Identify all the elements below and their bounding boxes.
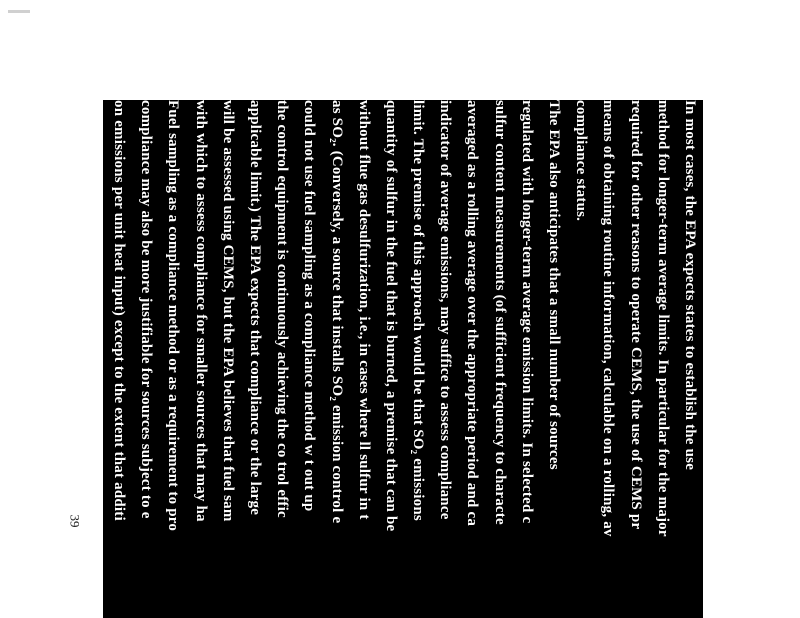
text-line: Fuel sampling as a compliance method or as a requirement to pro bbox=[165, 100, 182, 532]
text-line: without flue gas desulfurization, i.e., in cases where ll sulfur in t bbox=[355, 100, 372, 520]
text-line: on emissions per unit heat input) except to the extent that additi bbox=[111, 100, 128, 521]
text-line: with which to assess compliance for smaller sources that may ha bbox=[192, 100, 209, 522]
text-line: the control equipment is continuously achieving the co trol effic bbox=[274, 100, 291, 518]
text-line: as SO₂. (Conversely, a source that installs SO₂ emission control e bbox=[328, 100, 345, 524]
text-line: averaged as a rolling average over the appropriate period and ca bbox=[464, 100, 481, 527]
text-line: indicator of average emissions, may suffice to assess compliance bbox=[437, 100, 454, 520]
scan-artifact bbox=[8, 10, 30, 13]
text-line: regulated with longer-term average emission limits. In selected c bbox=[518, 100, 535, 524]
text-line: applicable limit.) The EPA expects that compliance or the large bbox=[247, 100, 263, 516]
text-line: required for other reasons to operate CEMS, the use of CEMS pr bbox=[627, 100, 644, 530]
text-line: compliance may also be more justifiable for sources subject to e bbox=[138, 100, 155, 519]
text-line: methods are needed to evaluate the effectiveness of emission co bbox=[83, 100, 100, 514]
inverted-text-block bbox=[83, 100, 703, 618]
text-line: means of obtaining routine information, calculable on a rolling, av bbox=[600, 100, 617, 537]
text-line: compliance status. bbox=[573, 100, 590, 222]
text-line: method for longer-term average limits. In particular for the major bbox=[654, 100, 671, 537]
text-line: sulfur content measurements (of sufficient frequency to characte bbox=[491, 100, 508, 525]
body-text bbox=[78, 100, 703, 618]
text-line: In most cases, the EPA expects states to establish the use bbox=[682, 100, 698, 471]
text-line: limit. The premise of this approach would be that SO₂ emissions bbox=[410, 100, 427, 521]
text-line: The EPA also anticipates that a small number of sources bbox=[546, 100, 563, 470]
text-line: will be assessed using CEMS, but the EPA believes that fuel sam bbox=[219, 100, 236, 522]
text-line: quantity of sulfur in the fuel that is burned, a premise that can be bbox=[382, 100, 399, 532]
page-number: 39 bbox=[67, 514, 83, 528]
text-line: could not use fuel sampling as a compliance method w t out up bbox=[301, 100, 318, 512]
